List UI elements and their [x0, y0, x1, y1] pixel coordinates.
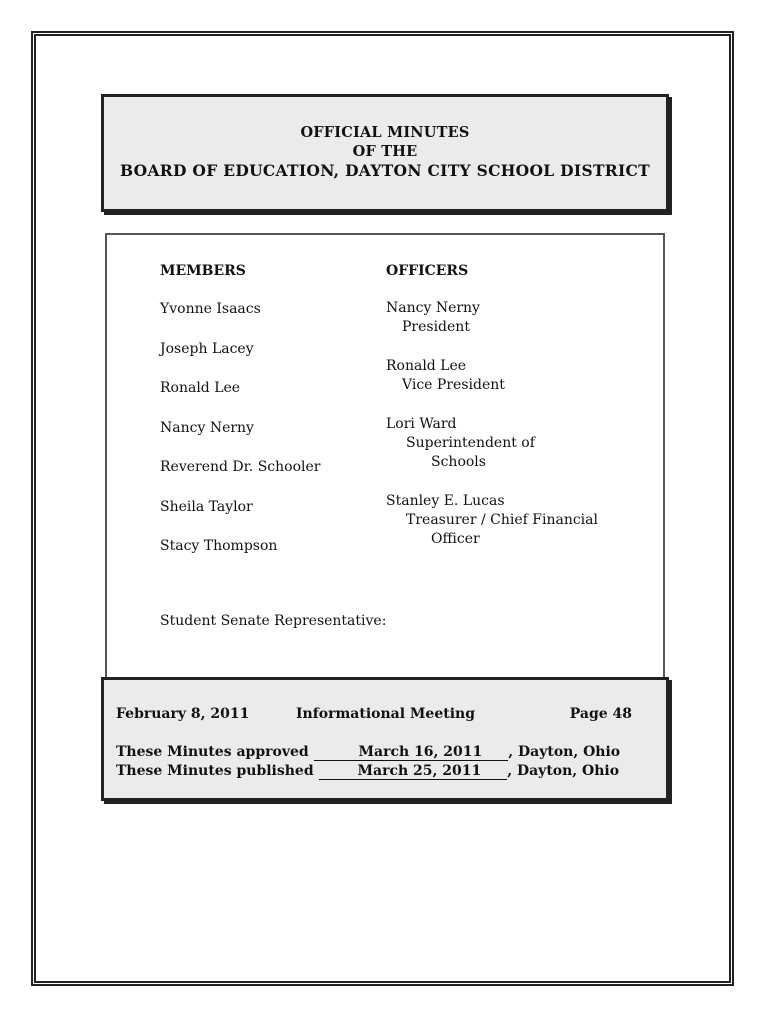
published-date-blank [319, 763, 508, 780]
member-name: Reverend Dr. Schooler [160, 459, 321, 475]
title-box [101, 94, 669, 212]
approved-label: These Minutes approved [116, 744, 309, 760]
members-column [160, 261, 320, 576]
officer-name: Ronald Lee [386, 358, 467, 374]
officer-role-continued: Schools [431, 454, 486, 470]
members-heading: MEMBERS [160, 263, 246, 279]
member-name: Stacy Thompson [160, 538, 278, 554]
officer-name: Stanley E. Lucas [386, 493, 505, 509]
published-date: March 25, 2011 [357, 763, 482, 779]
officer-role: Superintendent of [406, 435, 535, 451]
officer-name: Lori Ward [386, 416, 457, 432]
published-label: These Minutes published [116, 763, 314, 779]
member-name: Ronald Lee [160, 380, 241, 396]
approved-date: March 16, 2011 [358, 744, 483, 760]
meeting-date: February 8, 2011 [116, 706, 250, 722]
meeting-type: Informational Meeting [296, 706, 475, 722]
title-line-3: BOARD OF EDUCATION, DAYTON CITY SCHOOL DISTRICT [119, 161, 651, 180]
officers-heading: OFFICERS [386, 263, 469, 279]
member-name: Nancy Nerny [160, 419, 254, 436]
member-name: Sheila Taylor [160, 498, 253, 515]
approved-place: , Dayton, Ohio [508, 744, 621, 760]
officer-entry [386, 299, 598, 337]
members-officers-panel [105, 233, 665, 679]
meeting-info-row [116, 704, 632, 724]
student-senate-label: Student Senate Representative: [160, 613, 387, 629]
page-number: Page 48 [569, 706, 632, 722]
title-line-1: OFFICIAL MINUTES [300, 124, 470, 141]
published-row [116, 761, 619, 781]
title-line-2: OF THE [352, 143, 418, 160]
officer-role: President [402, 319, 470, 335]
officer-role: Vice President [402, 377, 505, 393]
footer-box [101, 677, 669, 801]
officer-name: Nancy Nerny [386, 300, 480, 316]
approved-row [116, 742, 620, 762]
officer-entry [386, 492, 598, 549]
approved-date-blank [314, 744, 509, 761]
officer-role: Treasurer / Chief Financial [406, 512, 598, 528]
officer-entry [386, 357, 598, 395]
officer-entry [386, 415, 598, 472]
officer-role-continued: Officer [431, 531, 480, 547]
published-place: , Dayton, Ohio [507, 763, 620, 779]
member-name: Yvonne Isaacs [160, 301, 261, 317]
officers-column [386, 261, 598, 569]
member-name: Joseph Lacey [160, 340, 254, 357]
